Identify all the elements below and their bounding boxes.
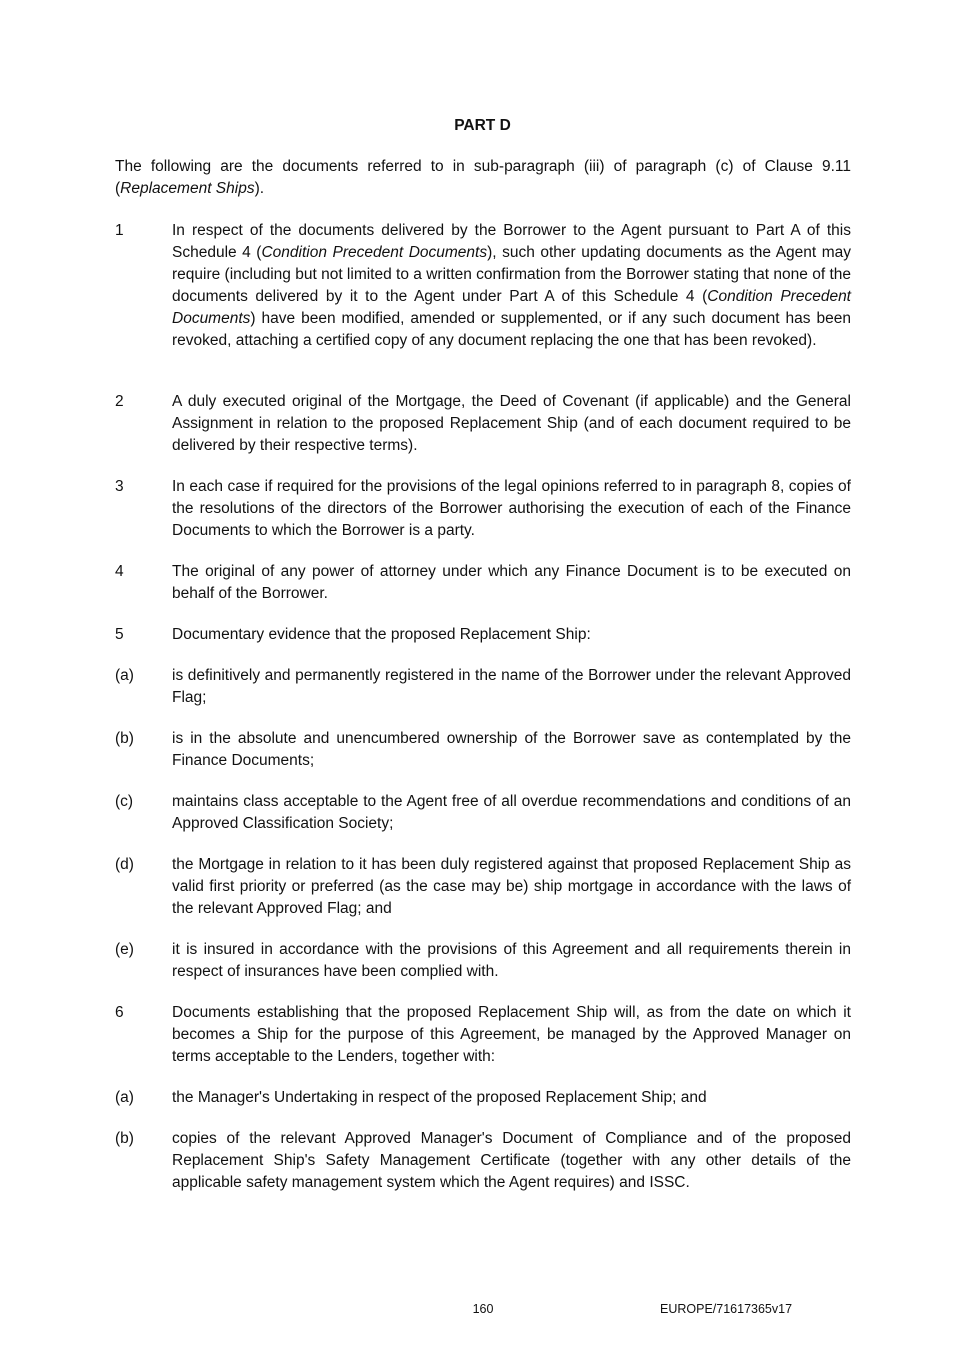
item-number: 5 — [115, 626, 124, 643]
item-text: the Manager's Undertaking in respect of the proposed Replacement Ship; and — [172, 1089, 707, 1106]
page-number: 160 — [472, 1302, 494, 1316]
document-reference: EUROPE/71617365v17 — [660, 1302, 793, 1316]
item-text: Documentary evidence that the proposed Replacement Ship: — [172, 626, 591, 643]
item-number: 2 — [115, 393, 124, 410]
item-text: is in the absolute and unencumbered ownership of the Borrower save as contemplated by the Finance Documents; — [172, 730, 851, 769]
item-number: (a) — [115, 667, 134, 684]
item-text: is definitively and permanently registered in the name of the Borrower under the relevant Approved Flag; — [172, 667, 851, 706]
intro-text-end: ). — [254, 180, 265, 197]
item-number: 6 — [115, 1004, 124, 1021]
item-number: (b) — [115, 730, 134, 747]
item-text: Documents establishing that the proposed Replacement Ship will, as from the date on which it becomes a Ship for the purpose of this Agreement, be managed by the Approved Manager on terms acceptable to the Lenders, together with: — [172, 1004, 851, 1065]
item-number: (a) — [115, 1089, 134, 1106]
item-text: In respect of the documents delivered by the Borrower to the Agent pursuant to Part A of this Schedule 4 (Condition Precedent Documents), such other updating documents as the Agent may require (including but not limited to a written confirmation from the Borrower stating that none of the documents delivered by it to the Agent under Part A of this Schedule 4 (Condition Precedent Documents) have been modified, amended or supplemented, or if any such document has been revoked, attaching a certified copy of any document replacing the one that has been revoked). — [172, 222, 852, 349]
item-number: 1 — [115, 222, 124, 239]
item-text: it is insured in accordance with the provisions of this Agreement and all requirements therein in respect of insurances have been complied with. — [172, 941, 851, 980]
item-text: In each case if required for the provisions of the legal opinions referred to in paragraph 8, copies of the resolutions of the directors of the Borrower authorising the execution of each of the Finance Documents to which the Borrower is a party. — [172, 478, 851, 539]
item-number: (b) — [115, 1130, 134, 1147]
part-heading: PART D — [454, 117, 511, 134]
intro-italic-ref: Replacement Ships — [120, 180, 255, 197]
item-number: 3 — [115, 478, 124, 495]
item-number: (c) — [115, 793, 134, 810]
item-number: (d) — [115, 856, 134, 873]
intro-paragraph — [115, 156, 851, 200]
item-number: (e) — [115, 941, 134, 958]
item-text: maintains class acceptable to the Agent free of all overdue recommendations and conditions of an Approved Classification Society; — [172, 793, 851, 832]
item-text: the Mortgage in relation to it has been duly registered against that proposed Replacement Ship as valid first priority or preferred (as the case may be) ship mortgage in accordance with the laws of the relevant Approved Flag; and — [172, 856, 851, 917]
item-text: copies of the relevant Approved Manager's Document of Compliance and of the proposed Replacement Ship's Safety Management Certificate (together with any other details of the applicable safety management system which the Agent requires) and ISSC. — [172, 1130, 851, 1191]
intro-text: The following are the documents referred to in sub-paragraph (iii) of paragraph (c) of Clause 9.11 ( — [115, 158, 851, 197]
item-text: A duly executed original of the Mortgage, the Deed of Covenant (if applicable) and the General Assignment in relation to the proposed Replacement Ship (and of each document required to be delivered by their respective terms). — [172, 393, 851, 454]
item-number: 4 — [115, 563, 124, 580]
item-text: The original of any power of attorney under which any Finance Document is to be executed on behalf of the Borrower. — [172, 563, 851, 602]
